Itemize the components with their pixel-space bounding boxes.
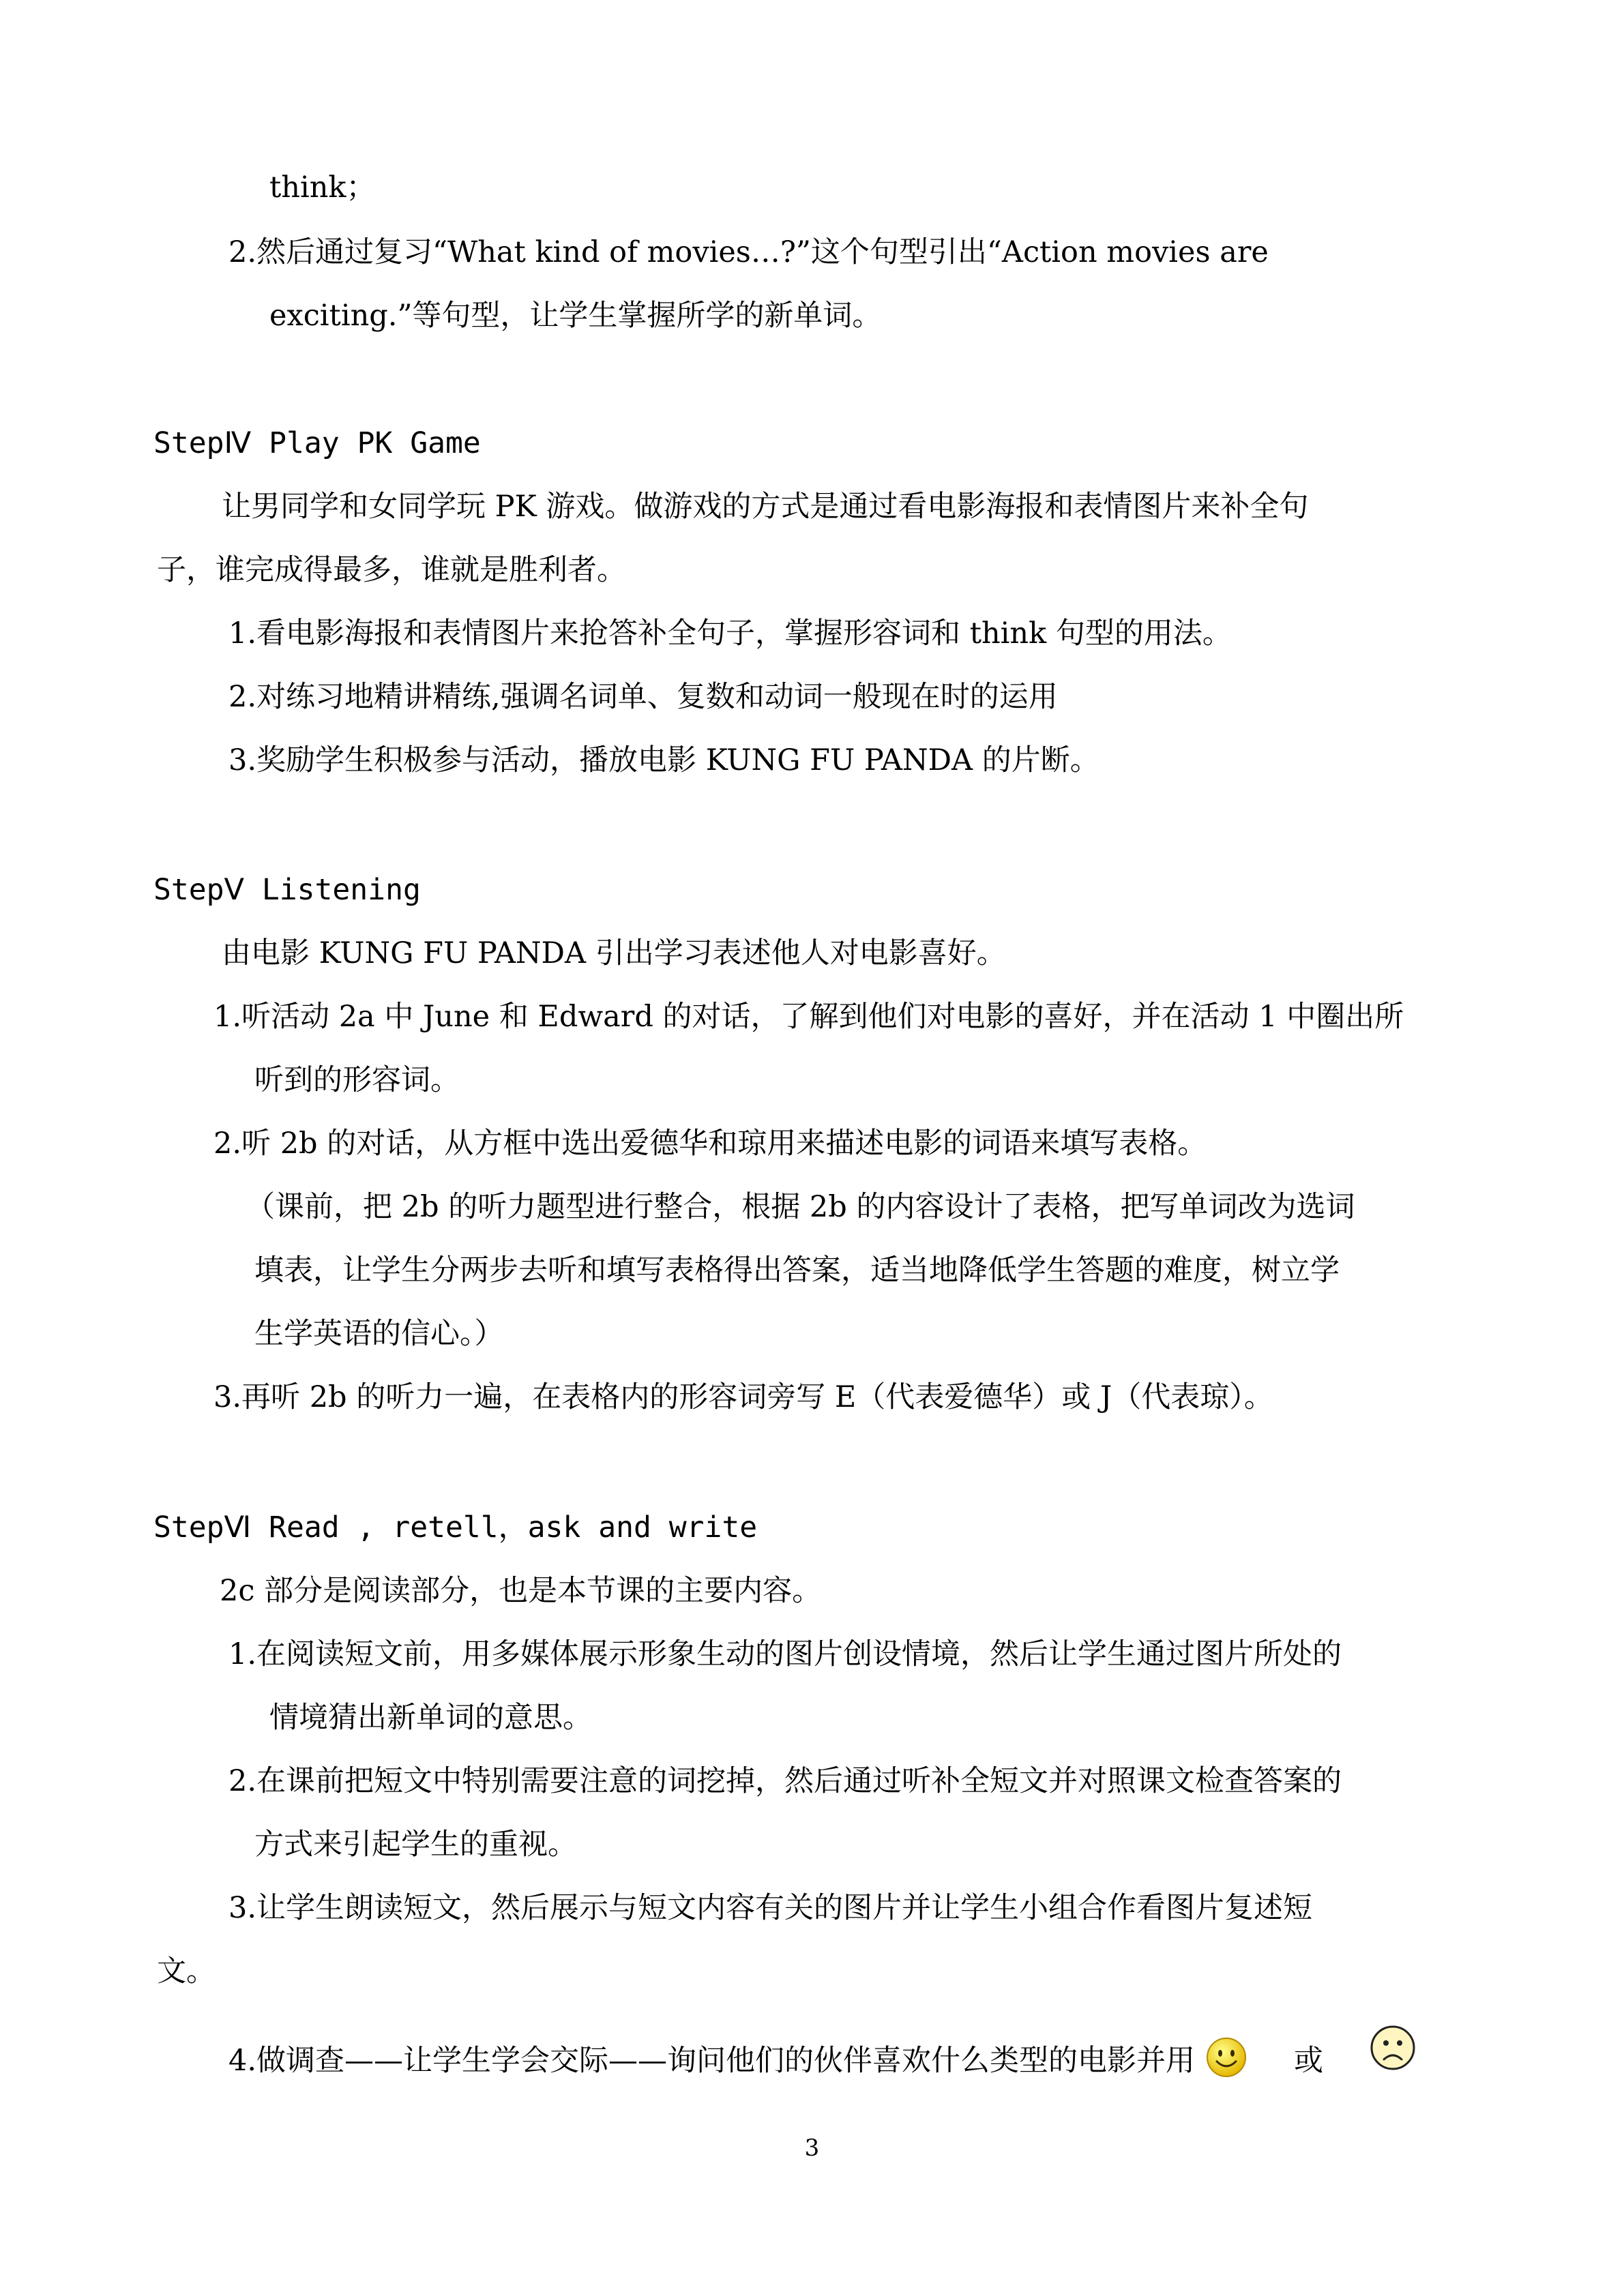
step6-item-2-line-2: 方式来引起学生的重视。 — [254, 1828, 577, 1862]
frowning-face-icon — [1369, 2024, 1417, 2083]
step6-item-1-line-2: 情境猜出新单词的意思。 — [269, 1701, 592, 1735]
step4-paragraph-line-2: 子，谁完成得最多，谁就是胜利者。 — [157, 553, 626, 587]
step6-item-3-line-1: 3.让学生朗读短文，然后展示与短文内容有关的图片并让学生小组合作看图片复述短 — [228, 1891, 1313, 1925]
step4-item-1: 1.看电影海报和表情图片来抢答补全句子，掌握形容词和 think 句型的用法。 — [228, 616, 1232, 651]
step5-item-1-line-2: 听到的形容词。 — [254, 1063, 460, 1097]
step6-heading: StepⅥ Read , retell，ask and write — [153, 1510, 758, 1545]
intro-item-2-line-1: 2.然后通过复习“What kind of movies…?”这个句型引出“Action movies are — [228, 235, 1269, 269]
step5-intro: 由电影 KUNG FU PANDA 引出学习表述他人对电影喜好。 — [222, 936, 1006, 970]
step6-item-4-or: 或 — [1294, 2044, 1324, 2078]
intro-line: think； — [269, 170, 376, 205]
step5-heading: StepⅤ Listening — [153, 873, 421, 907]
step4-heading: StepⅣ Play PK Game — [153, 426, 481, 460]
step6-intro: 2c 部分是阅读部分，也是本节课的主要内容。 — [220, 1574, 822, 1608]
page-number: 3 — [804, 2134, 820, 2162]
step5-item-1-line-1: 1.听活动 2a 中 June 和 Edward 的对话，了解到他们对电影的喜好，并在活动 1 中圈出所 — [213, 1000, 1404, 1034]
step4-item-2: 2.对练习地精讲精练,强调名词单、复数和动词一般现在时的运用 — [228, 680, 1058, 714]
smiling-face-icon — [1205, 2036, 1248, 2090]
step5-item-3: 3.再听 2b 的听力一遍，在表格内的形容词旁写 E（代表爱德华）或 J（代表琼）。 — [213, 1380, 1273, 1414]
intro-item-2-line-2: exciting.”等句型，让学生掌握所学的新单词。 — [269, 299, 882, 333]
step4-item-3: 3.奖励学生积极参与活动，播放电影 KUNG FU PANDA 的片断。 — [228, 743, 1099, 777]
step5-note-line-1: （课前，把 2b 的听力题型进行整合，根据 2b 的内容设计了表格，把写单词改为选词 — [246, 1190, 1355, 1224]
step5-note-line-2: 填表，让学生分两步去听和填写表格得出答案，适当地降低学生答题的难度，树立学 — [254, 1253, 1340, 1287]
step6-item-2-line-1: 2.在课前把短文中特别需要注意的词挖掉，然后通过听补全短文并对照课文检查答案的 — [228, 1764, 1342, 1798]
step5-item-2: 2.听 2b 的对话，从方框中选出爱德华和琼用来描述电影的词语来填写表格。 — [213, 1127, 1207, 1161]
step6-item-3-line-2: 文。 — [157, 1954, 216, 1988]
step6-item-1-line-1: 1.在阅读短文前，用多媒体展示形象生动的图片创设情境，然后让学生通过图片所处的 — [228, 1637, 1342, 1671]
step6-item-4-text: 4.做调查——让学生学会交际——询问他们的伙伴喜欢什么类型的电影并用 — [228, 2044, 1196, 2078]
step4-paragraph-line-1: 让男同学和女同学玩 PK 游戏。做游戏的方式是通过看电影海报和表情图片来补全句 — [222, 490, 1309, 524]
step6-item-4 — [228, 2033, 1417, 2092]
step5-note-line-3: 生学英语的信心。） — [254, 1317, 504, 1351]
